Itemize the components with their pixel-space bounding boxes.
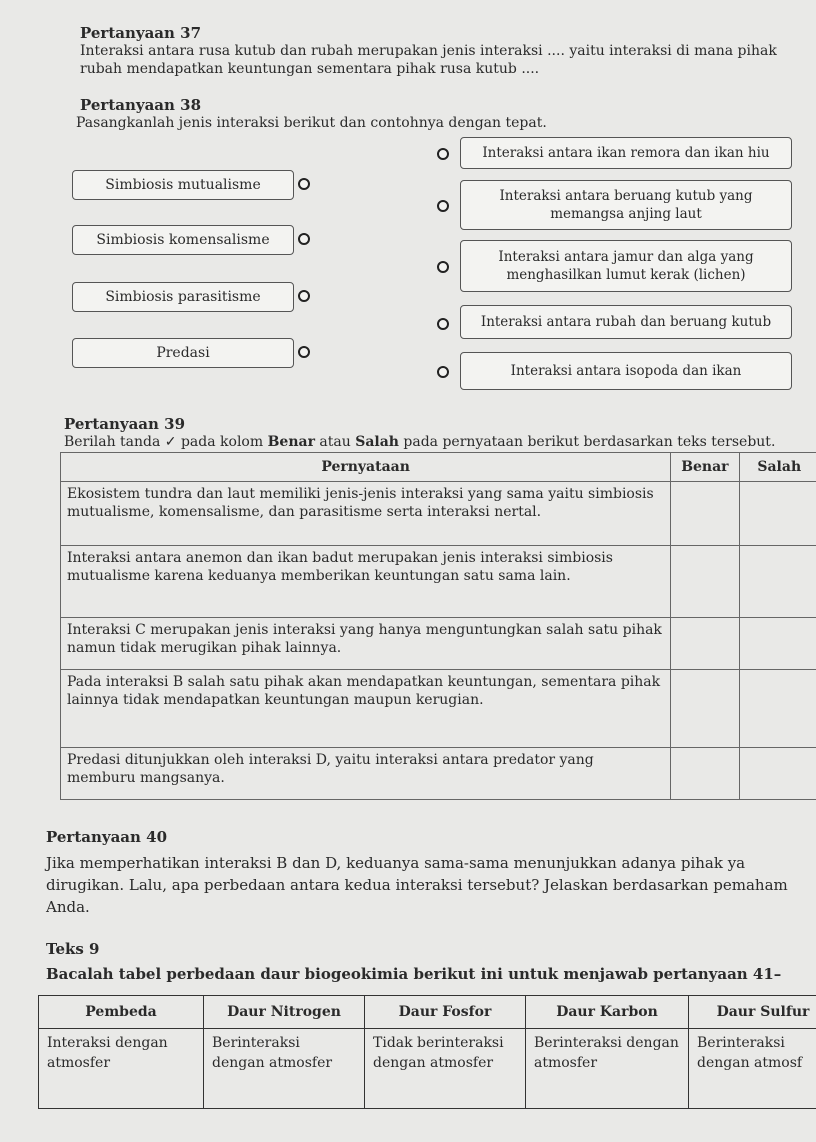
match-right-line: Interaksi antara ikan remora dan ikan hiu [482, 145, 770, 161]
q39-instruction-part: pada pernyataan berikut berdasarkan teks tersebut. [398, 434, 776, 450]
q39-title: Pertanyaan 39 [64, 415, 186, 433]
match-right-line: Interaksi antara beruang kutub yang [499, 188, 753, 204]
match-right-line: Interaksi antara jamur dan alga yang [498, 249, 754, 265]
match-right-line: Interaksi antara isopoda dan ikan [510, 363, 742, 379]
match-right-isopoda [460, 352, 792, 390]
match-left-label: Simbiosis mutualisme [105, 177, 261, 193]
match-left-label: Predasi [156, 345, 210, 361]
match-left-dot-4[interactable] [298, 346, 310, 358]
cell-fosfor: Tidak berinteraksi dengan atmosfer [365, 1029, 526, 1109]
match-right-rubah-beruang [460, 305, 792, 339]
false-checkbox-cell[interactable] [739, 482, 816, 546]
true-checkbox-cell[interactable] [671, 670, 739, 748]
q39-table [60, 452, 816, 800]
match-right-dot-3[interactable] [437, 261, 449, 273]
q39-instruction-part: Berilah tanda ✓ pada kolom [64, 434, 268, 450]
q37-line-1: Interaksi antara rusa kutub dan rubah merupakan jenis interaksi .... yaitu interaksi di mana pihak [80, 43, 777, 59]
match-left-dot-2[interactable] [298, 233, 310, 245]
statement-cell: Ekosistem tundra dan laut memiliki jenis-jenis interaksi yang sama yaitu simbiosis mutualisme, komensalisme, dan parasitisme serta interaksi nertal. [61, 482, 671, 546]
q39-header-row [61, 453, 816, 482]
match-left-predasi [72, 338, 294, 368]
biogeochem-header-row [39, 996, 816, 1029]
header-fosfor: Daur Fosfor [365, 996, 526, 1029]
match-right-dot-4[interactable] [437, 318, 449, 330]
table-row [61, 618, 816, 670]
q38-title: Pertanyaan 38 [80, 96, 202, 114]
q40-body [46, 852, 788, 918]
match-left-dot-3[interactable] [298, 290, 310, 302]
cell-sulfur: Berinteraksi dengan atmosf [689, 1029, 816, 1109]
q40-line: dirugikan. Lalu, apa perbedaan antara kedua interaksi tersebut? Jelaskan berdasarkan pemaham [46, 876, 788, 894]
match-left-label: Simbiosis parasitisme [105, 289, 261, 305]
match-right-line: Interaksi antara rubah dan beruang kutub [480, 314, 772, 330]
match-left-label: Simbiosis komensalisme [96, 232, 270, 248]
q39-instruction-benar: Benar [267, 434, 315, 450]
true-checkbox-cell[interactable] [671, 546, 739, 618]
teks9-title: Teks 9 [46, 940, 100, 958]
q38-instruction: Pasangkanlah jenis interaksi berikut dan contohnya dengan tepat. [76, 115, 547, 131]
false-checkbox-cell[interactable] [739, 670, 816, 748]
statement-cell: Predasi ditunjukkan oleh interaksi D, yaitu interaksi antara predator yang memburu mangsanya. [61, 748, 671, 800]
table-row [61, 482, 816, 546]
match-right-dot-5[interactable] [437, 366, 449, 378]
q39-instruction [64, 433, 775, 451]
table-row [61, 670, 816, 748]
q37-title: Pertanyaan 37 [80, 24, 202, 42]
q39-instruction-part: atau [314, 434, 356, 450]
match-left-parasitisme [72, 282, 294, 312]
match-left-mutualisme [72, 170, 294, 200]
table-row [61, 546, 816, 618]
match-right-dot-2[interactable] [437, 200, 449, 212]
match-right-lumut-kerak [460, 240, 792, 292]
true-checkbox-cell[interactable] [671, 482, 739, 546]
q40-title: Pertanyaan 40 [46, 828, 168, 846]
true-checkbox-cell[interactable] [671, 748, 739, 800]
match-left-dot-1[interactable] [298, 178, 310, 190]
false-checkbox-cell[interactable] [739, 618, 816, 670]
biogeochem-table [38, 995, 816, 1109]
match-right-line: memangsa anjing laut [550, 206, 702, 222]
match-right-line: menghasilkan lumut kerak (lichen) [506, 267, 746, 283]
header-nitrogen: Daur Nitrogen [204, 996, 365, 1029]
cell-nitrogen: Berinteraksi dengan atmosfer [204, 1029, 365, 1109]
statement-cell: Interaksi C merupakan jenis interaksi yang hanya menguntungkan salah satu pihak namun tidak merugikan pihak lainnya. [61, 618, 671, 670]
match-right-beruang-anjing-laut [460, 180, 792, 230]
q39-instruction-salah: Salah [355, 434, 399, 450]
statement-cell: Pada interaksi B salah satu pihak akan mendapatkan keuntungan, sementara pihak lainnya tidak mendapatkan keuntungan maupun kerugian. [61, 670, 671, 748]
cell-karbon: Berinteraksi dengan atmosfer [526, 1029, 689, 1109]
cell-pembeda: Interaksi dengan atmosfer [39, 1029, 204, 1109]
header-statement: Pernyataan [61, 453, 671, 482]
q37-line-2: rubah mendapatkan keuntungan sementara pihak rusa kutub .... [80, 61, 540, 77]
q40-line: Jika memperhatikan interaksi B dan D, keduanya sama-sama menunjukkan adanya pihak ya [46, 854, 746, 872]
table-row [39, 1029, 816, 1109]
match-left-komensalisme [72, 225, 294, 255]
header-karbon: Daur Karbon [526, 996, 689, 1029]
q40-line: Anda. [46, 898, 90, 916]
header-pembeda: Pembeda [39, 996, 204, 1029]
false-checkbox-cell[interactable] [739, 546, 816, 618]
header-true: Benar [671, 453, 739, 482]
header-sulfur: Daur Sulfur [689, 996, 816, 1029]
statement-cell: Interaksi antara anemon dan ikan badut merupakan jenis interaksi simbiosis mutualisme karena keduanya memberikan keuntungan satu sama lain. [61, 546, 671, 618]
true-checkbox-cell[interactable] [671, 618, 739, 670]
table-row [61, 748, 816, 800]
match-right-remora [460, 137, 792, 169]
header-false: Salah [739, 453, 816, 482]
teks9-instruction: Bacalah tabel perbedaan daur biogeokimia berikut ini untuk menjawab pertanyaan 41– [46, 965, 782, 983]
match-right-dot-1[interactable] [437, 148, 449, 160]
false-checkbox-cell[interactable] [739, 748, 816, 800]
